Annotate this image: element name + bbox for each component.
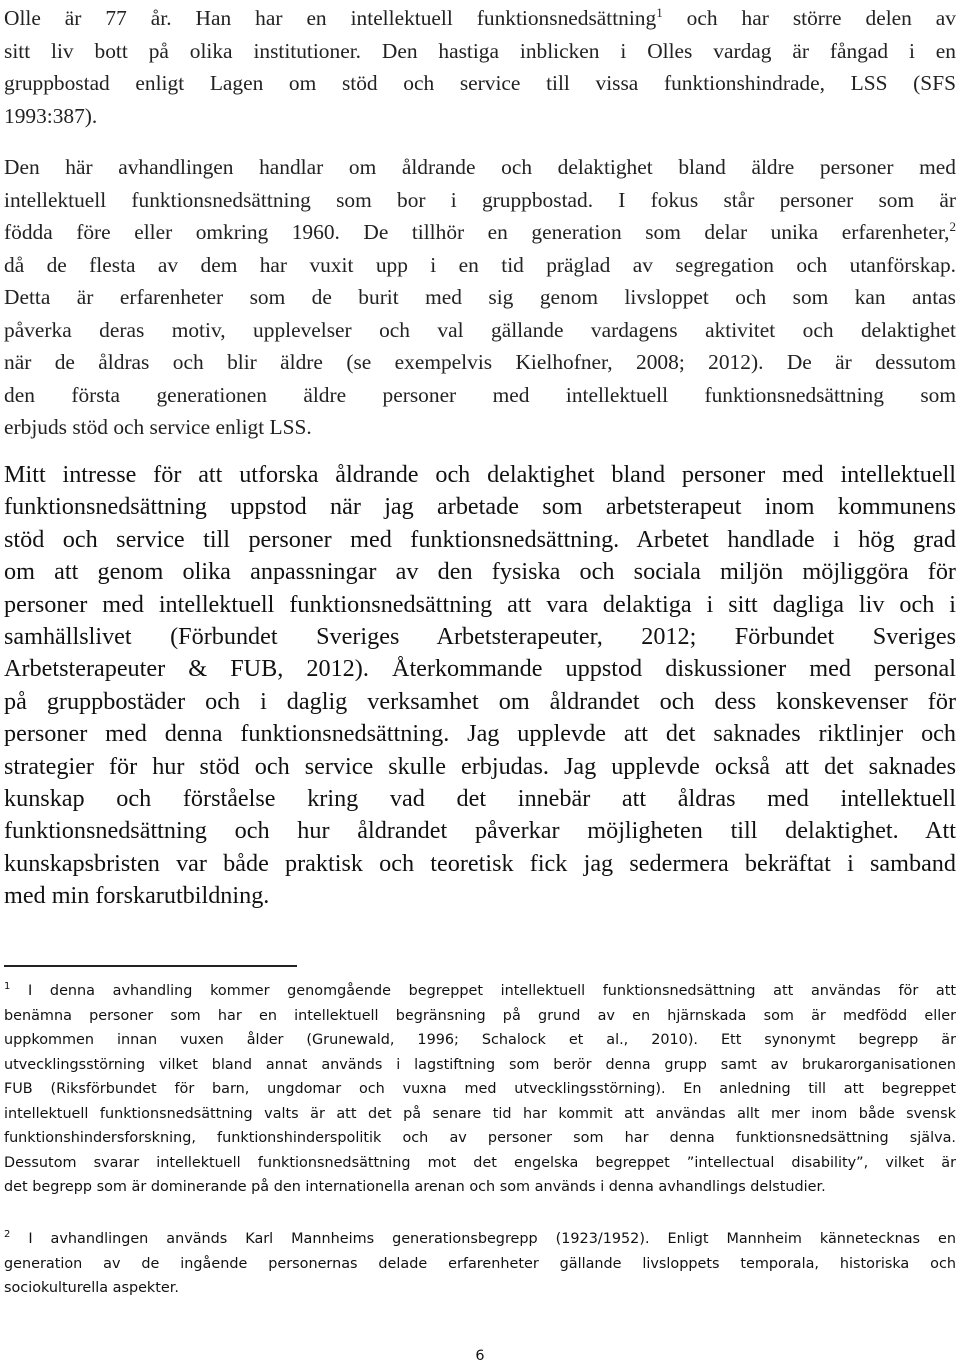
footnote-line: [4, 1227, 956, 1252]
text-line: kunskapsbristen var både praktisk och teoretisk fick jag sedermera bekräftat i samband: [4, 849, 956, 877]
text-line: 1993:387).: [4, 103, 98, 128]
footnote-line: [4, 979, 956, 1004]
intro-paragraph: [4, 2, 956, 132]
text-line: [4, 2, 956, 35]
text-line: funktionsnedsättning uppstod när jag arbetade som arbetsterapeut inom kommunens: [4, 493, 956, 521]
text-line: gruppbostad enligt Lagen om stöd och service till vissa funktionshindrade, LSS (SFS: [4, 71, 956, 95]
footnote-separator: [4, 965, 297, 967]
text-line: intellektuell funktionsnedsättning som bor i gruppbostad. I fokus står personer som är: [4, 187, 956, 212]
footnote-line: intellektuell funktionsnedsättning valts är att det på senare tid har kommit att användas allt mer inom både svensk: [4, 1105, 956, 1122]
footnote-line: generation av de ingående personernas delade erfarenheter gällande livsloppets temporala, historiska och: [4, 1255, 956, 1272]
text-line: stöd och service till personer med funktionsnedsättning. Arbetet handlade i hög grad: [4, 525, 956, 553]
text-line: kunskap och förståelse kring vad det innebär att åldras med intellektuell: [4, 785, 956, 813]
footnote-1: [4, 979, 956, 1200]
text-segment: I avhandlingen används Karl Mannheims generationsbegrepp (1923/1952). Enligt Mannheim kännetecknas en: [10, 1231, 956, 1247]
text-line: den första generationen äldre personer med intellektuell funktionsnedsättning som: [4, 382, 956, 407]
footnote-line: det begrepp som är dominerande på den internationella arenan och som används i denna avhandlings delstudier.: [4, 1179, 826, 1195]
footnote-reference-2[interactable]: 2: [949, 218, 956, 234]
text-line: funktionsnedsättning och hur åldrandet påverkar möjligheten till delaktighet. Att: [4, 817, 956, 845]
motivation-paragraph: [4, 459, 956, 913]
page-number: 6: [475, 1348, 485, 1364]
text-line: när de åldras och blir äldre (se exempelvis Kielhofner, 2008; 2012). De är dessutom: [4, 350, 956, 374]
text-segment: och har större delen av: [662, 6, 956, 30]
text-line: om att genom olika anpassningar av den fysiska och sociala miljön möjliggöra för: [4, 558, 956, 586]
footnote-line: funktionshindersforskning, funktionshinderspolitik och av personer som har denna funktionsnedsättning själva.: [4, 1130, 956, 1146]
footnote-2: [4, 1227, 956, 1301]
text-line: personer med denna funktionsnedsättning. Jag upplevde att det saknades riktlinjer och: [4, 720, 956, 748]
footnote-line: utvecklingsstörning vilket bland annat används i lagstiftning som berör denna grupp samt av brukarorganisationen: [4, 1056, 956, 1073]
footnote-line: FUB (Riksförbundet för barn, ungdomar och vuxna med utvecklingsstörning). En anledning till att begreppet: [4, 1081, 956, 1097]
text-line: strategier för hur stöd och service skulle erbjudas. Jag upplevde också att det saknades: [4, 752, 956, 780]
footnote-line: uppkommen innan vuxen ålder (Grunewald, 1996; Schalock et al., 2010). Ett synonymt begrepp är: [4, 1032, 956, 1048]
text-segment: I denna avhandling kommer genomgående begreppet intellektuell funktionsnedsättning att användas för att: [10, 983, 956, 999]
text-line: erbjuds stöd och service enligt LSS.: [4, 415, 312, 439]
text-line: påverka deras motiv, upplevelser och val gällande vardagens aktivitet och delaktighet: [4, 317, 956, 342]
text-line: Arbetsterapeuter & FUB, 2012). Återkommande uppstod diskussioner med personal: [4, 655, 956, 683]
document-page: [4, 0, 956, 1366]
thesis-paragraph: [4, 151, 956, 444]
text-segment: Olle är 77 år. Han har en intellektuell funktionsnedsättning: [4, 6, 657, 30]
footnote-number: 2: [4, 1229, 11, 1241]
text-line: då de flesta av dem har vuxit upp i en tid präglad av segregation och utanförskap.: [4, 252, 956, 277]
text-line: på gruppbostäder och i daglig verksamhet om åldrandet och dess konskevenser för: [4, 687, 956, 715]
text-line: sitt liv bott på olika institutioner. Den hastiga inblicken i Olles vardag är fångad i en: [4, 38, 956, 63]
text-line: [4, 216, 956, 249]
footnote-line: Dessutom svarar intellektuell funktionsnedsättning mot det engelska begreppet ”intellectual disability”, vilket är: [4, 1154, 956, 1171]
text-line: personer med intellektuell funktionsnedsättning att vara delaktiga i sitt dagliga liv och i: [4, 590, 956, 618]
footnote-reference-1[interactable]: 1: [656, 4, 663, 20]
text-line: Den här avhandlingen handlar om åldrande och delaktighet bland äldre personer med: [4, 155, 956, 179]
footnote-number: 1: [4, 981, 11, 993]
footnote-line: sociokulturella aspekter.: [4, 1280, 179, 1296]
text-line: med min forskarutbildning.: [4, 882, 270, 910]
text-line: samhällslivet (Förbundet Sveriges Arbetsterapeuter, 2012; Förbundet Sveriges: [4, 623, 956, 651]
footnote-line: benämna personer som har en intellektuell begränsning på grund av en hjärnskada som är medfödd eller: [4, 1007, 956, 1024]
text-line: Detta är erfarenheter som de burit med sig genom livsloppet och som kan antas: [4, 285, 956, 309]
text-segment: födda före eller omkring 1960. De tillhör en generation som delar unika erfarenheter,: [4, 220, 950, 244]
text-line: Mitt intresse för att utforska åldrande och delaktighet bland personer med intellektuell: [4, 461, 956, 488]
